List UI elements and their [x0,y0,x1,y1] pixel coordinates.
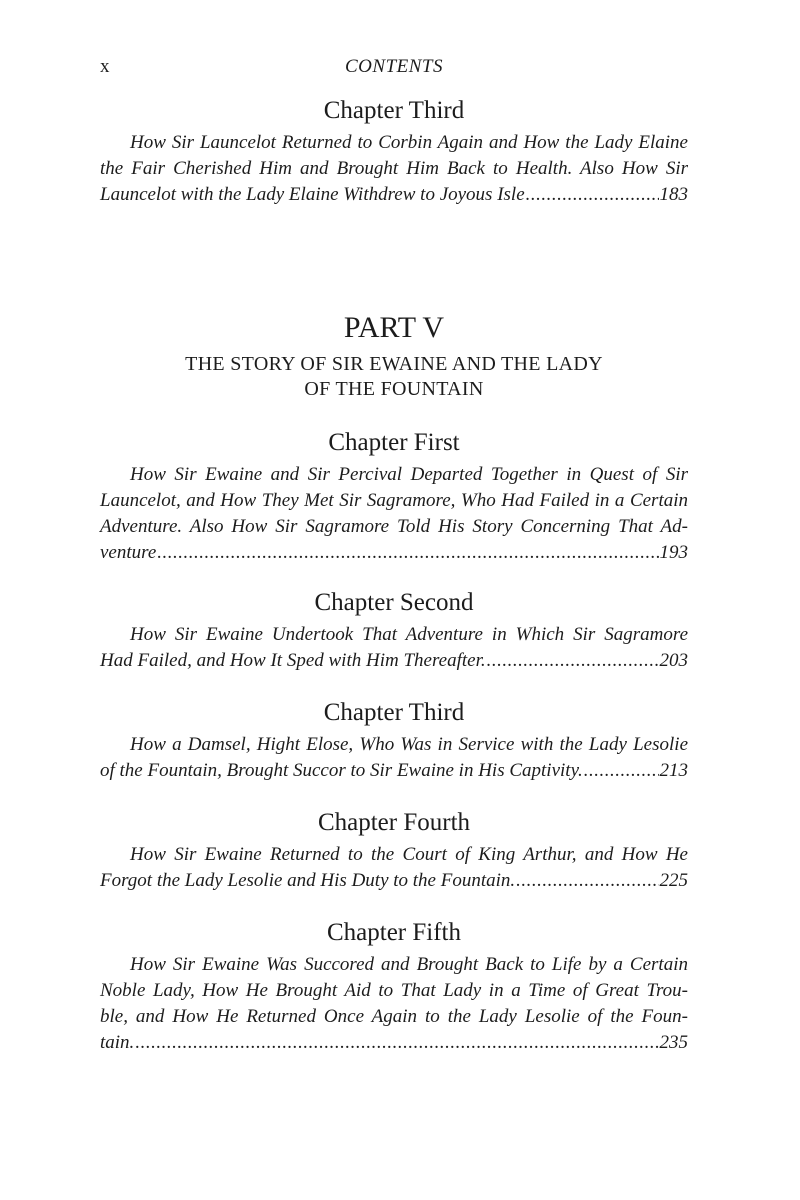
toc-entry-chapter-first [100,428,688,566]
entry-line: How Sir Ewaine Undertook That Adventure in Which Sir Sagramore [130,624,688,645]
entry-leader-line [100,182,688,208]
entry-line: How Sir Ewaine Returned to the Court of King Arthur, and How He [130,844,688,865]
entry-line: ble, and How He Returned Once Again to the Lady Lesolie of the Foun- [100,1006,688,1027]
page-number: 213 [659,760,688,781]
part-title: PART V [343,311,445,344]
running-head [100,56,688,80]
entry-leader-line [100,868,688,894]
entry-line-end: venture [100,542,157,563]
entry-leader-line [100,540,688,566]
entry-line: How Sir Launcelot Returned to Corbin Again and How the Lady Elaine [130,132,688,153]
entry-line: Launcelot, and How They Met Sir Sagramore, Who Had Failed in a Certain [100,490,688,511]
entry-line: Noble Lady, How He Brought Aid to That Lady in a Time of Great Trou- [100,980,688,1001]
entry-line: How a Damsel, Hight Elose, Who Was in Service with the Lady Lesolie [130,734,688,755]
entry-line-end: of the Fountain, Brought Succor to Sir Ewaine in His Captivity. [100,760,583,781]
toc-entry-chapter-fifth [100,918,688,1056]
page-number: 235 [659,1032,688,1053]
entry-line: How Sir Ewaine and Sir Percival Departed Together in Quest of Sir [130,464,688,485]
entry-line: Adventure. Also How Sir Sagramore Told His Story Concerning That Ad- [100,516,688,537]
toc-entry-part4-chapter-third [100,96,688,208]
dot-leader [584,758,659,784]
entry-leader-line [100,648,688,674]
toc-entry-chapter-second [100,588,688,674]
part-subtitle [100,352,688,402]
page-number: 225 [659,870,688,891]
chapter-heading: Chapter Third [323,699,465,726]
page-number: 193 [659,542,688,563]
chapter-heading: Chapter Second [314,589,474,616]
dot-leader [487,648,659,674]
chapter-heading: Chapter First [328,429,460,456]
entry-line-end: Forgot the Lady Lesolie and His Duty to the Fountain. [100,870,516,891]
page-folio: x [100,56,110,77]
entry-leader-line [100,1030,688,1056]
running-title: CONTENTS [345,56,443,77]
contents-page [100,0,688,1200]
entry-line: How Sir Ewaine Was Succored and Brought Back to Life by a Certain [130,954,688,975]
toc-entry-chapter-fourth [100,808,688,894]
entry-line-end: Launcelot with the Lady Elaine Withdrew to Joyous Isle [100,184,525,205]
part-subtitle-line: THE STORY OF SIR EWAINE AND THE LADY [185,353,603,375]
chapter-heading: Chapter Fifth [326,919,461,946]
part-heading [100,310,688,402]
page-number: 183 [659,184,688,205]
chapter-heading: Chapter Third [323,97,465,124]
dot-leader [526,182,659,208]
dot-leader [135,1030,658,1056]
page-number: 203 [659,650,688,671]
dot-leader [157,540,658,566]
chapter-heading: Chapter Fourth [317,809,471,836]
dot-leader [516,868,658,894]
entry-line-end: tain. [100,1032,135,1053]
part-subtitle-line: OF THE FOUNTAIN [304,378,484,400]
toc-entry-chapter-third [100,698,688,784]
entry-leader-line [100,758,688,784]
entry-line: the Fair Cherished Him and Brought Him Back to Health. Also How Sir [100,158,688,179]
entry-line-end: Had Failed, and How It Sped with Him Thereafter. [100,650,486,671]
